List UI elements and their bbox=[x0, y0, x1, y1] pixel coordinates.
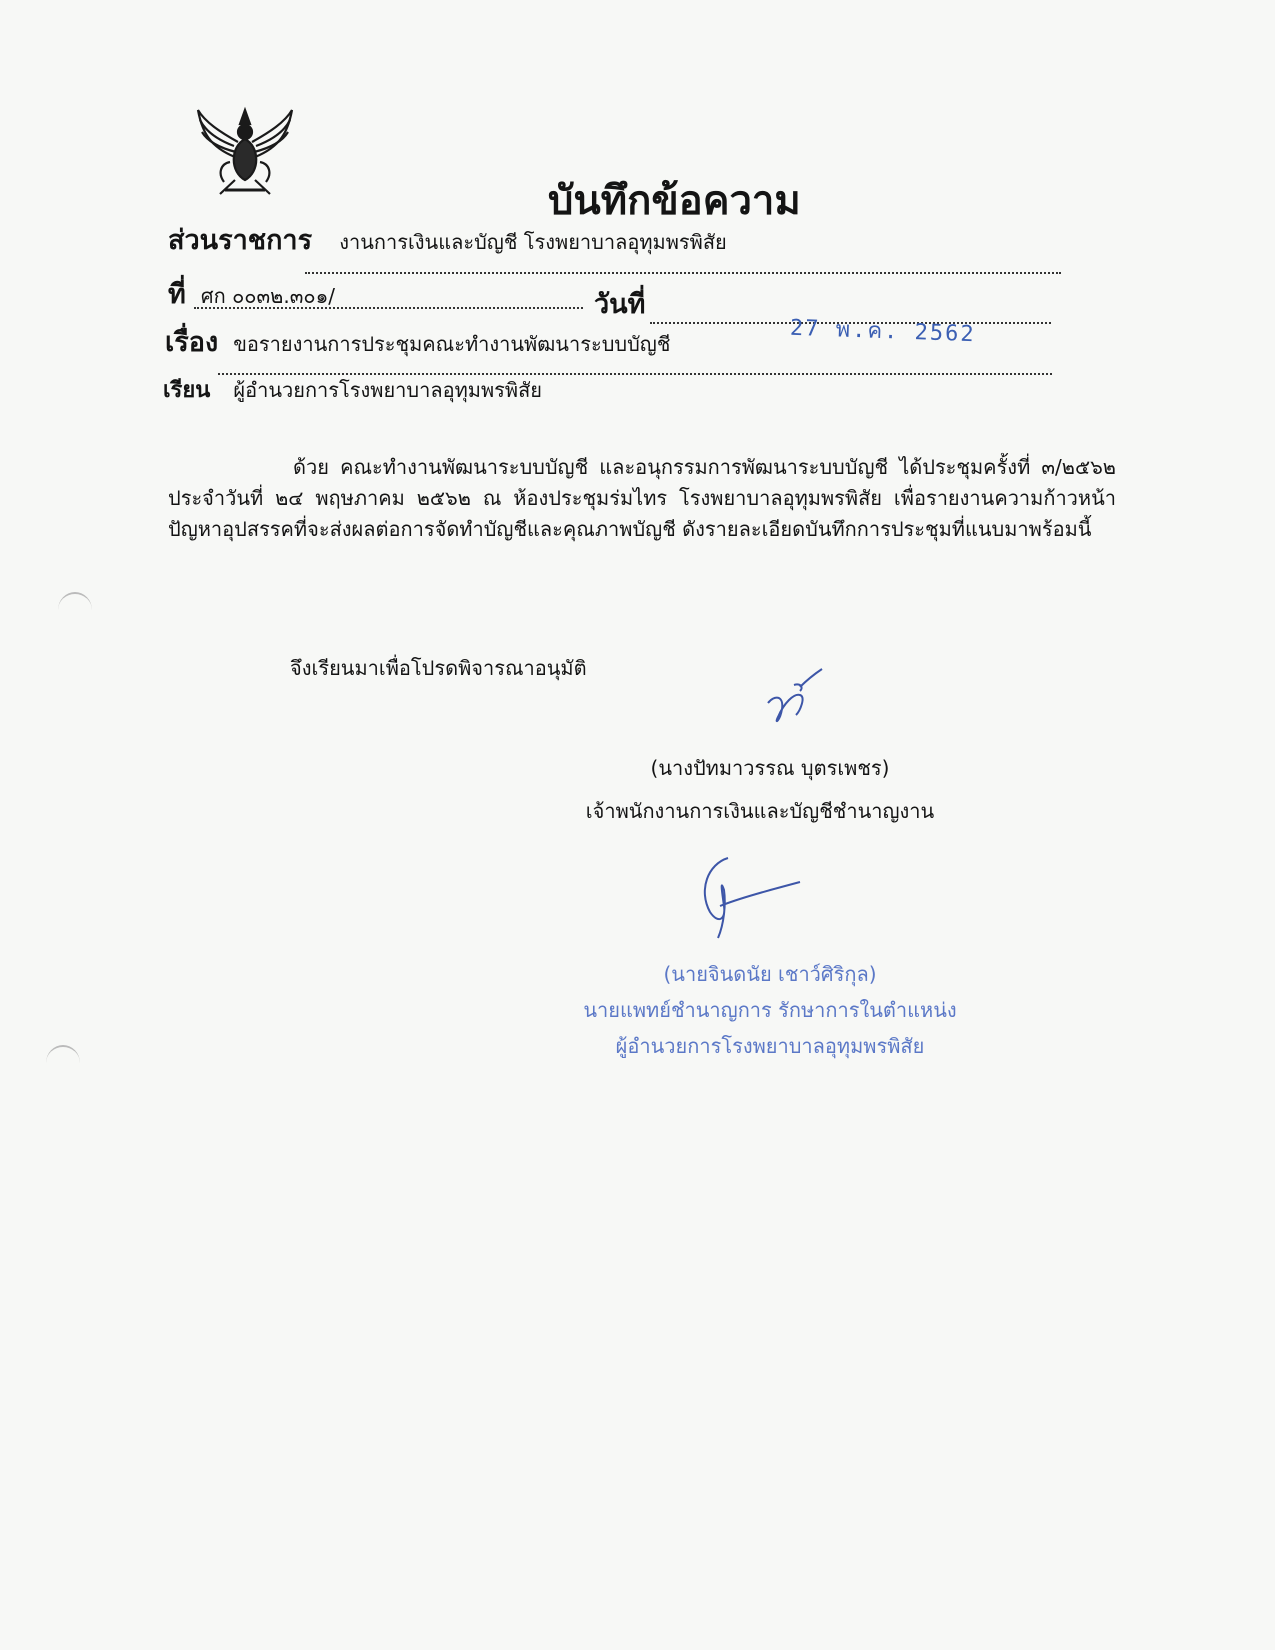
body-paragraph bbox=[168, 452, 1116, 545]
signer2-position-line2: ผู้อำนวยการโรงพยาบาลอุทุมพรพิสัย bbox=[615, 1034, 925, 1058]
subject-label: เรื่อง bbox=[165, 327, 219, 358]
department-value: งานการเงินและบัญชี โรงพยาบาลอุทุมพรพิสัย bbox=[339, 230, 727, 254]
subject-row bbox=[165, 320, 670, 363]
signer1-name: (นางปัทมาวรรณ บุตรเพชร) bbox=[650, 756, 890, 780]
ref-label: ที่ bbox=[168, 279, 186, 310]
department-label: ส่วนราชการ bbox=[168, 225, 313, 256]
signature-2 bbox=[690, 850, 810, 945]
department-dotted-line bbox=[305, 272, 1061, 274]
date-stamp: 27 พ.ค. 2562 bbox=[789, 315, 977, 348]
punch-hole-mark bbox=[46, 1045, 80, 1081]
ref-value: ศก ๐๐๓๒.๓๐๑/ bbox=[200, 284, 336, 308]
signer1-position: เจ้าพนักงานการเงินและบัญชีชำนาญงาน bbox=[585, 799, 935, 823]
body-paragraph-text: ด้วย คณะทำงานพัฒนาระบบบัญชี และอนุกรรมการพัฒนาระบบบัญชี ได้ประชุมครั้งที่ ๓/๒๕๖๒ ประจำวันที่ ๒๔ พฤษภาคม ๒๕๖๒ ณ ห้องประชุมร่มไทร โรงพยาบาลอุทุมพรพิสัย เพื่อรายงานความก้าวหน้าปัญหาอุปสรรคที่จะส่งผลต่อการจัดทำบัญชีและคุณภาพบัญชี ดังรายละเอียดบันทึกการประชุมที่แนบมาพร้อมนี้ bbox=[168, 455, 1116, 541]
signer2-position-line1: นายแพทย์ชำนาญการ รักษาการในตำแหน่ง bbox=[583, 998, 957, 1022]
subject-value: ขอรายงานการประชุมคณะทำงานพัฒนาระบบบัญชี bbox=[233, 332, 671, 356]
signer2-name: (นายจินดนัย เชาว์ศิริกุล) bbox=[663, 962, 877, 986]
closing-line: จึงเรียนมาเพื่อโปรดพิจารณาอนุมัติ bbox=[290, 656, 587, 680]
punch-hole-mark bbox=[58, 592, 92, 628]
ref-dotted-line bbox=[194, 307, 583, 309]
to-label: เรียน bbox=[163, 378, 211, 403]
date-label: วันที่ bbox=[594, 289, 646, 320]
to-value: ผู้อำนวยการโรงพยาบาลอุทุมพรพิสัย bbox=[233, 378, 543, 402]
signature-1 bbox=[760, 665, 830, 735]
to-row bbox=[163, 372, 542, 407]
date-row bbox=[594, 282, 645, 325]
memo-title: บันทึกข้อความ bbox=[548, 178, 801, 224]
garuda-emblem-icon bbox=[190, 102, 300, 202]
department-row bbox=[168, 218, 727, 261]
